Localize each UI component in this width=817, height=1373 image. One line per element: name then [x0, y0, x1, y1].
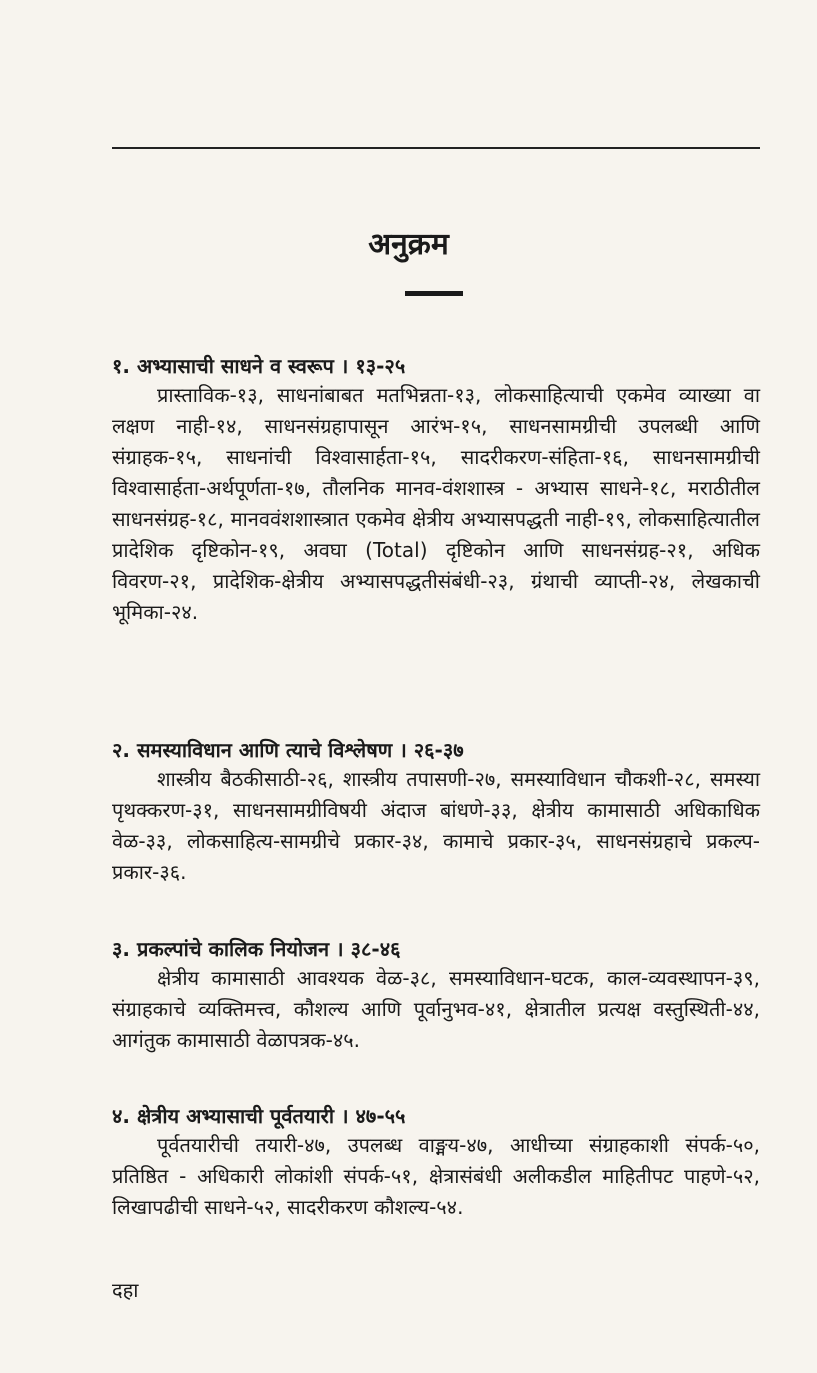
title-underline [405, 291, 463, 296]
toc-section-body: प्रास्ताविक-१३, साधनांबाबत मतभिन्नता-१३, लोकसाहित्याची एकमेव व्याख्या वा लक्षण नाही-१४, साधनसंग्रहापासून आरंभ-१५, साधनसामग्रीची उपलब्धी आणि संग्राहक-१५, साधनांची विश्वासार्हता-१५, सादरीकरण-संहिता-१६, साधनसामग्रीची विश्वासार्हता-अर्थपूर्णता-१७, तौलनिक मानव-वंशशास्त्र - अभ्यास साधने-१८, मराठीतील साधनसंग्रह-१८, मानववंशशास्त्रात एकमेव क्षेत्रीय अभ्यासपद्धती नाही-१९, लोकसाहित्यातील प्रादेशिक दृष्टिकोन-१९, अवघा (Total) दृष्टिकोन आणि साधनसंग्रह-२१, अधिक विवरण-२१, प्रादेशिक-क्षेत्रीय अभ्यासपद्धतीसंबंधी-२३, ग्रंथाची व्याप्ती-२४, लेखकाची भूमिका-२४. [112, 383, 760, 624]
toc-section-heading: ३. प्रकल्पांचे कालिक नियोजन । ३८-४६ [112, 937, 401, 961]
toc-section-body: शास्त्रीय बैठकीसाठी-२६, शास्त्रीय तपासणी-२७, समस्याविधान चौकशी-२८, समस्या पृथक्करण-३१, साधनसामग्रीविषयी अंदाज बांधणे-३३, क्षेत्रीय कामासाठी अधिकाधिक वेळ-३३, लोकसाहित्य-सामग्रीचे प्रकार-३४, कामाचे प्रकार-३५, साधनसंग्रहाचे प्रकल्प-प्रकार-३६. [112, 767, 760, 884]
toc-section-heading: ४. क्षेत्रीय अभ्यासाची पूर्वतयारी । ४७-५५ [112, 1104, 406, 1128]
page-title: अनुक्रम [368, 227, 449, 262]
toc-section-heading: २. समस्याविधान आणि त्याचे विश्लेषण । २६-३७ [112, 738, 464, 762]
toc-section-body: क्षेत्रीय कामासाठी आवश्यक वेळ-३८, समस्याविधान-घटक, काल-व्यवस्थापन-३९, संग्राहकाचे व्यक्तिमत्त्व, कौशल्य आणि पूर्वानुभव-४१, क्षेत्रातील प्रत्यक्ष वस्तुस्थिती-४४, आगंतुक कामासाठी वेळापत्रक-४५. [112, 966, 760, 1052]
toc-section-2 [112, 736, 760, 888]
top-rule [112, 147, 760, 149]
toc-section-3 [112, 935, 760, 1056]
toc-section-body: पूर्वतयारीची तयारी-४७, उपलब्ध वाङ्मय-४७, आधीच्या संग्राहकाशी संपर्क-५०, प्रतिष्ठित - अधिकारी लोकांशी संपर्क-५१, क्षेत्रासंबंधी अलीकडील माहितीपट पाहणे-५२, लिखापढीची साधने-५२, सादरीकरण कौशल्य-५४. [112, 1133, 760, 1219]
page-number: दहा [112, 1278, 139, 1302]
toc-section-4 [112, 1102, 760, 1223]
toc-section-1 [112, 352, 760, 628]
toc-section-heading: १. अभ्यासाची साधने व स्वरूप । १३-२५ [112, 354, 406, 378]
